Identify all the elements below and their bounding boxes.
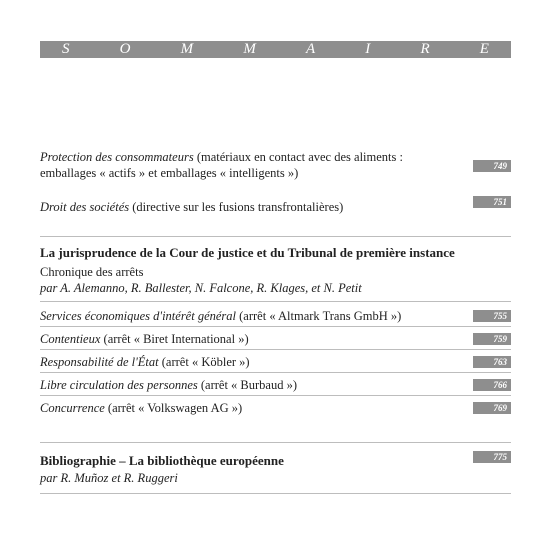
toc-description: (arrêt « Burbaud ») (197, 378, 298, 392)
toc-entry[interactable] (40, 308, 511, 324)
divider (40, 442, 511, 443)
toc-entry[interactable] (40, 377, 511, 393)
toc-topic: Libre circulation des personnes (40, 378, 198, 392)
biblio-title: Bibliographie – La bibliothèque européenne (40, 453, 284, 468)
section-title: La jurisprudence de la Cour de justice et du Tribunal de première instance (40, 245, 455, 260)
page-number: 769 (473, 402, 511, 414)
toc-entry-line (40, 199, 511, 215)
toc-description: (arrêt « Biret International ») (100, 332, 249, 346)
toc-entry-line (40, 149, 511, 165)
divider (40, 493, 511, 494)
page-number: 755 (473, 310, 511, 322)
divider (40, 349, 511, 350)
banner-letter: R (420, 41, 430, 57)
banner-letter: S (62, 41, 70, 57)
banner-letter: I (365, 41, 371, 57)
biblio-authors: par R. Muñoz et R. Ruggeri (40, 471, 178, 485)
page-number: 766 (473, 379, 511, 391)
banner-letter: M (243, 41, 256, 57)
banner-letter: E (479, 41, 489, 57)
page-number: 775 (473, 451, 511, 463)
toc-entry[interactable] (40, 331, 511, 347)
page-number: 751 (473, 196, 511, 208)
page-number: 763 (473, 356, 511, 368)
toc-description: (matériaux en contact avec des aliments : (193, 150, 403, 164)
toc-topic: Concurrence (40, 401, 105, 415)
toc-topic: Responsabilité de l'État (40, 355, 159, 369)
divider (40, 395, 511, 396)
toc-entry[interactable] (40, 354, 511, 370)
toc-entry[interactable] (40, 149, 511, 181)
banner-letter: A (305, 41, 316, 57)
toc-description: (arrêt « Köbler ») (158, 355, 250, 369)
divider (40, 301, 511, 302)
toc-topic: Contentieux (40, 332, 101, 346)
toc-entry[interactable] (40, 199, 511, 215)
toc-entry[interactable] (40, 400, 511, 416)
sommaire-banner (40, 41, 511, 58)
divider (40, 236, 511, 237)
section-authors: par A. Alemanno, R. Ballester, N. Falcone, R. Klages, et N. Petit (40, 281, 362, 295)
toc-description: (arrêt « Altmark Trans GmbH ») (236, 309, 402, 323)
banner-letter: O (119, 41, 131, 57)
toc-description-cont: emballages « actifs » et emballages « intelligents ») (40, 166, 299, 180)
toc-topic: Droit des sociétés (40, 200, 130, 214)
banner-letter: M (180, 41, 194, 57)
divider (40, 326, 511, 327)
toc-description: (arrêt « Volkswagen AG ») (104, 401, 243, 415)
toc-topic: Protection des consommateurs (40, 150, 194, 164)
divider (40, 372, 511, 373)
toc-topic: Services économiques d'intérêt général (40, 309, 237, 323)
section-subtitle: Chronique des arrêts (40, 265, 144, 279)
page-number: 749 (473, 160, 511, 172)
toc-description: (directive sur les fusions transfrontalières) (129, 200, 344, 214)
page-number: 759 (473, 333, 511, 345)
